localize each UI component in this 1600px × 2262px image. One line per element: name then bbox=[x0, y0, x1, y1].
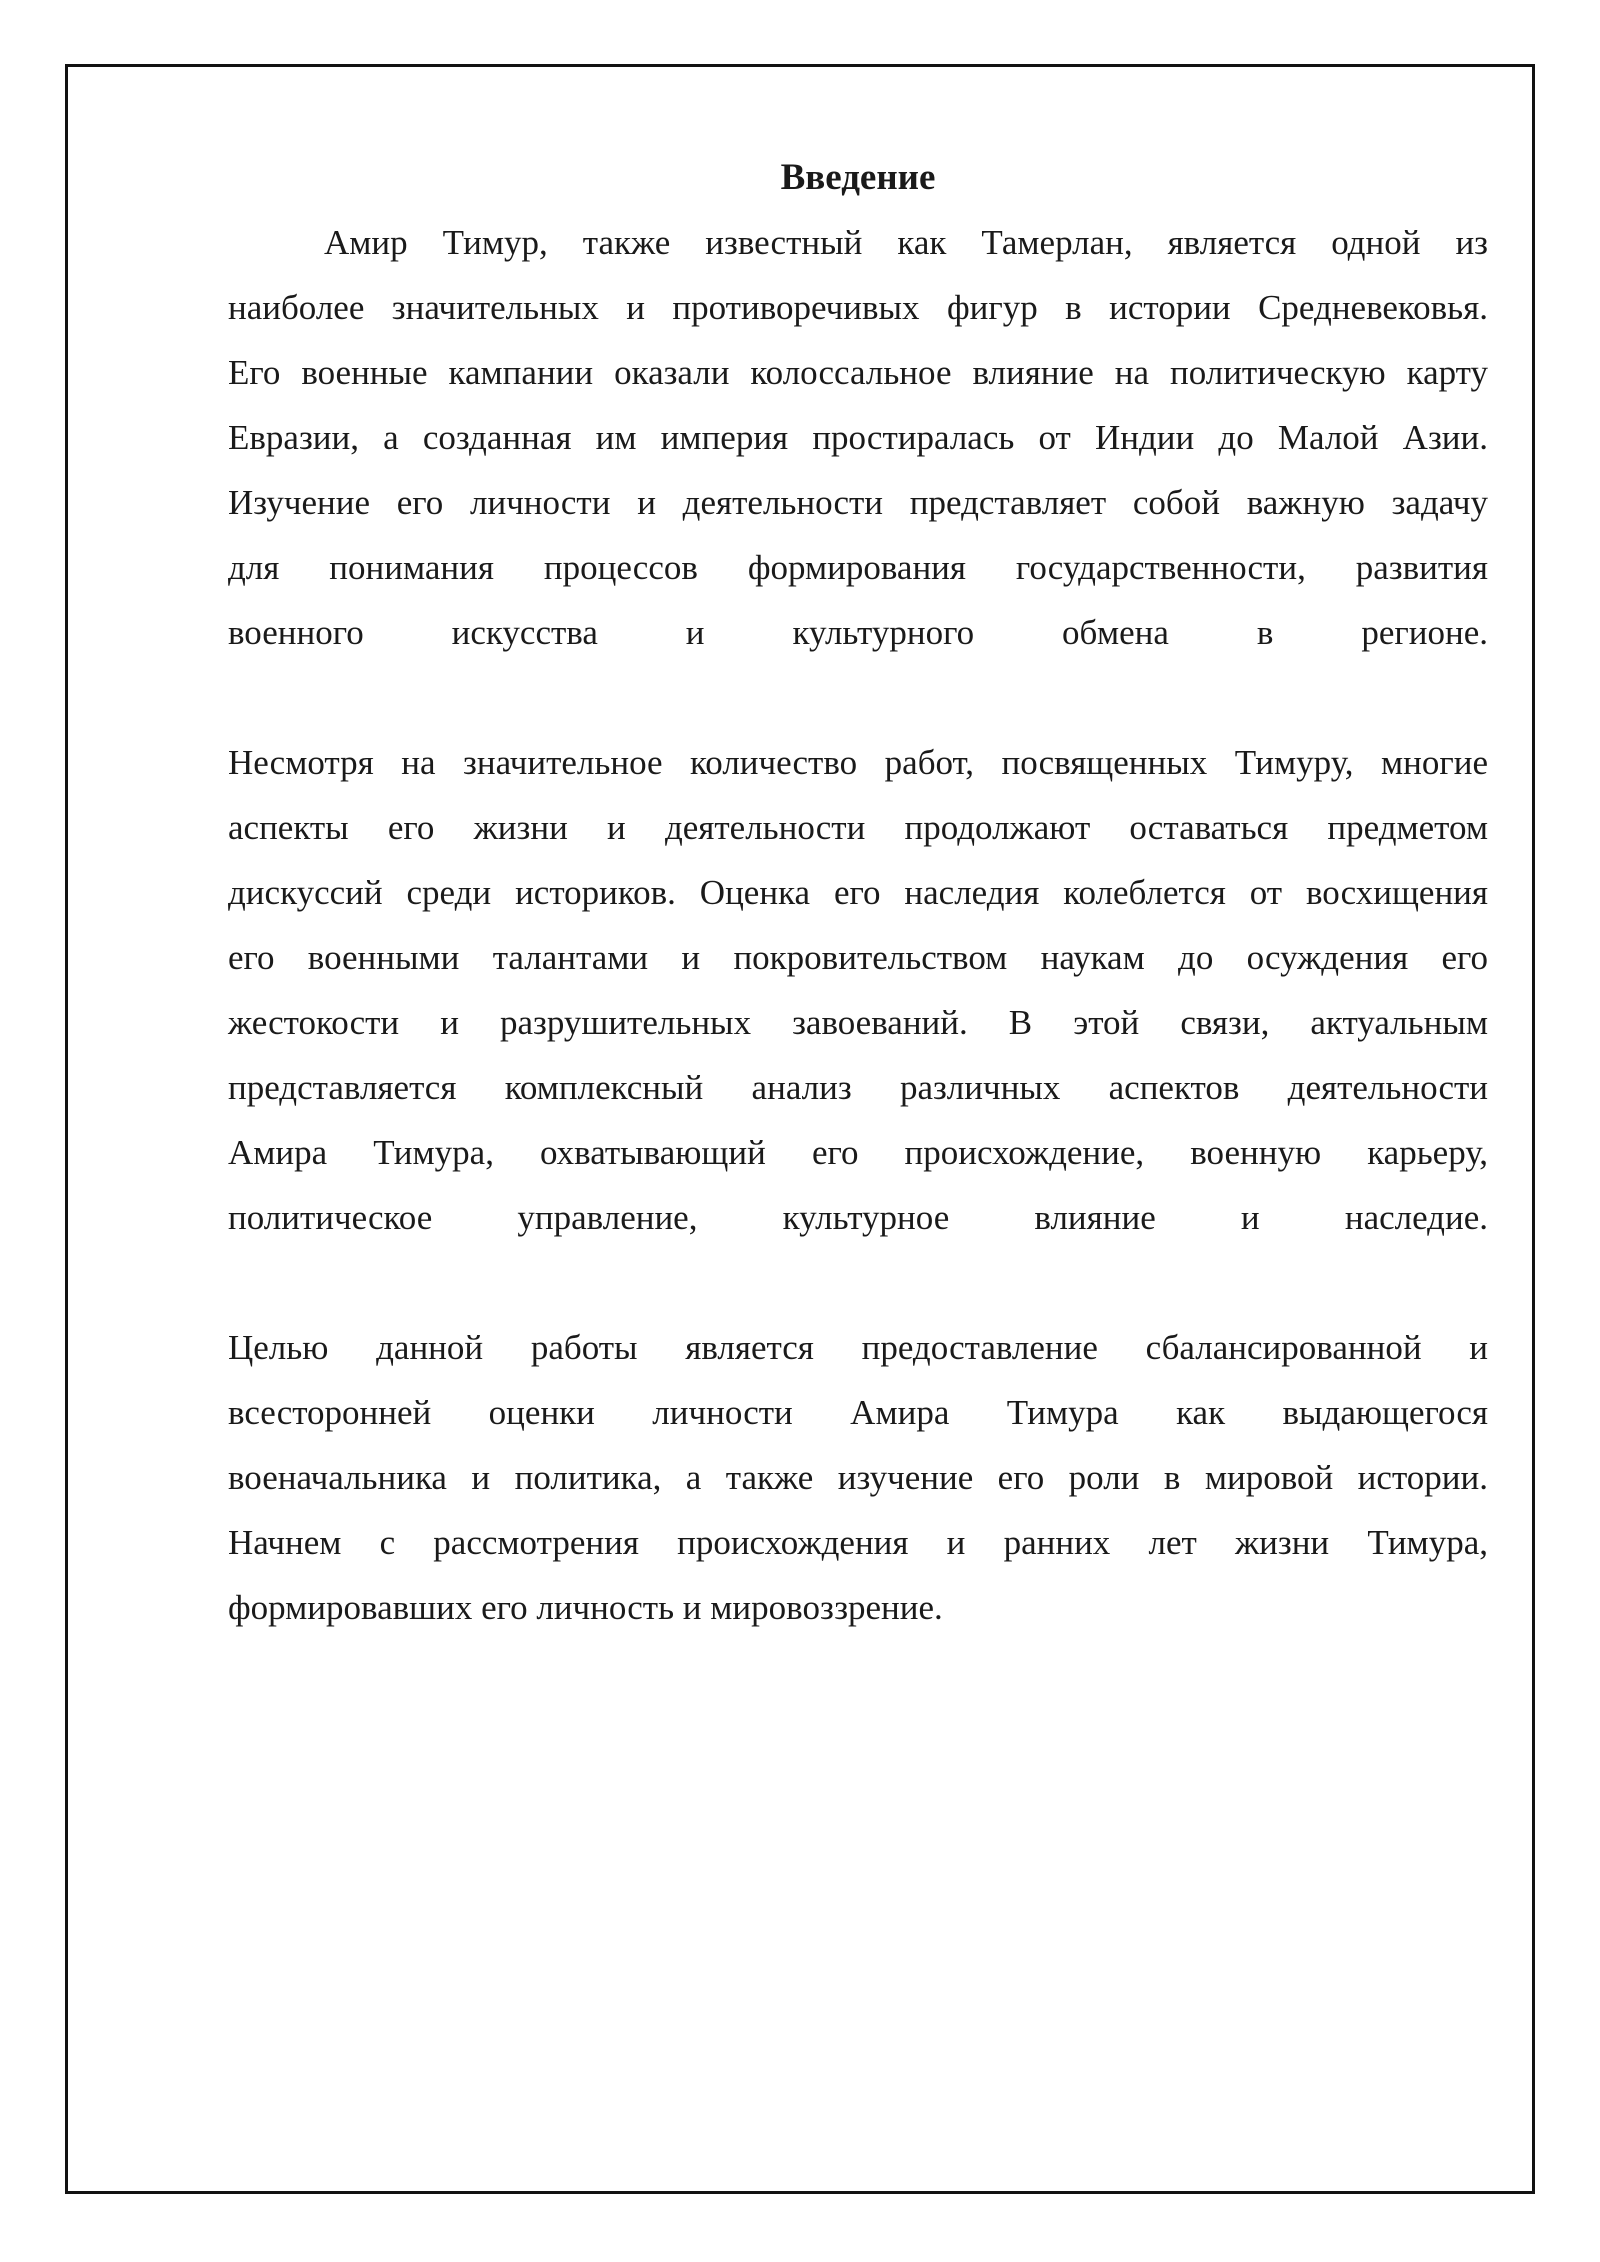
paragraph-line: военачальника и политика, а также изучение его роли в мировой истории. bbox=[228, 1458, 1488, 1497]
paragraph-line: Амир Тимур, также известный как Тамерлан, является одной из bbox=[324, 223, 1488, 262]
paragraph-line: наиболее значительных и противоречивых фигур в истории Средневековья. bbox=[228, 288, 1488, 327]
paragraph-spacer bbox=[228, 1250, 1488, 1315]
paragraph-2 bbox=[228, 730, 1488, 1250]
paragraph-line: его военными талантами и покровительством наукам до осуждения его bbox=[228, 938, 1488, 977]
paragraph-line: представляется комплексный анализ различных аспектов деятельности bbox=[228, 1068, 1488, 1107]
document-body bbox=[228, 145, 1488, 1640]
paragraph-line: аспекты его жизни и деятельности продолжают оставаться предметом bbox=[228, 808, 1488, 847]
paragraph-line: Амира Тимура, охватывающий его происхождение, военную карьеру, bbox=[228, 1133, 1488, 1172]
paragraph-line: Начнем с рассмотрения происхождения и ранних лет жизни Тимура, bbox=[228, 1523, 1488, 1562]
paragraph-line: Евразии, а созданная им империя простиралась от Индии до Малой Азии. bbox=[228, 418, 1488, 457]
paragraph-line: Изучение его личности и деятельности представляет собой важную задачу bbox=[228, 483, 1488, 522]
paragraph-line: формировавших его личность и мировоззрение. bbox=[228, 1588, 943, 1627]
document-title: Введение bbox=[780, 157, 936, 198]
paragraph-3 bbox=[228, 1315, 1488, 1640]
paragraph-line: для понимания процессов формирования государственности, развития bbox=[228, 548, 1488, 587]
paragraph-line: дискуссий среди историков. Оценка его наследия колеблется от восхищения bbox=[228, 873, 1488, 912]
paragraph-line: Несмотря на значительное количество работ, посвященных Тимуру, многие bbox=[228, 743, 1488, 782]
paragraph-line: Его военные кампании оказали колоссальное влияние на политическую карту bbox=[228, 353, 1488, 392]
paragraph-line: жестокости и разрушительных завоеваний. В этой связи, актуальным bbox=[228, 1003, 1488, 1042]
paragraph-line: политическое управление, культурное влияние и наследие. bbox=[228, 1198, 1488, 1237]
paragraph-line: всесторонней оценки личности Амира Тимура как выдающегося bbox=[228, 1393, 1488, 1432]
paragraph-spacer bbox=[228, 665, 1488, 730]
paragraph-1 bbox=[228, 210, 1488, 665]
paragraph-line: Целью данной работы является предоставление сбалансированной и bbox=[228, 1328, 1488, 1367]
paragraph-line: военного искусства и культурного обмена в регионе. bbox=[228, 613, 1488, 652]
